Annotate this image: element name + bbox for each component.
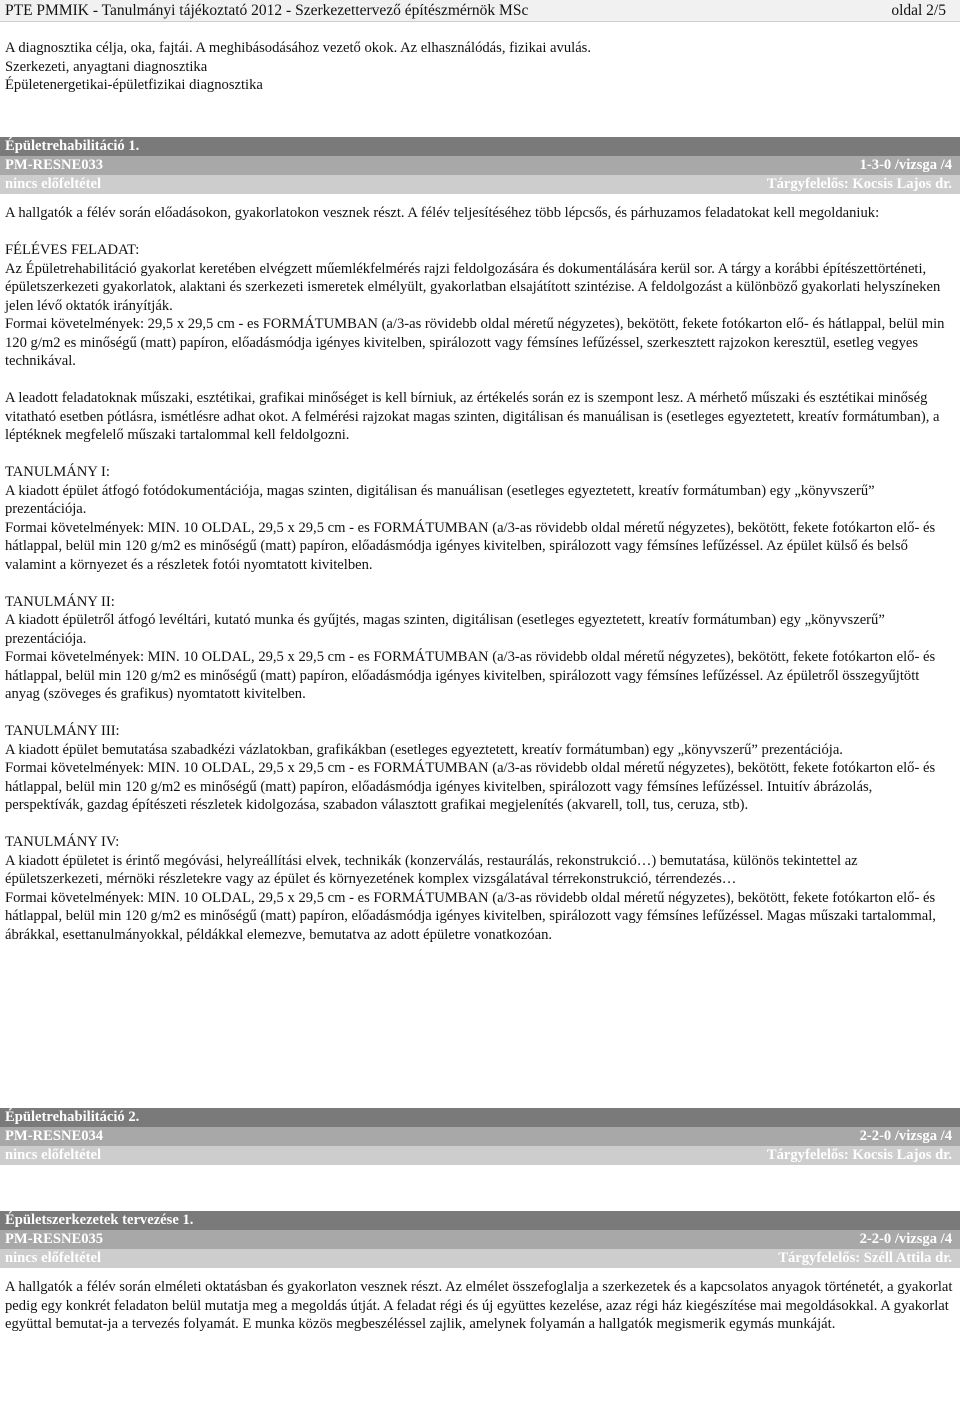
header-title: PTE PMMIK - Tanulmányi tájékoztató 2012 - Szerkezettervező építészmérnök MSc [5,2,529,19]
course-title: Épületrehabilitáció 2. [0,1108,960,1127]
intro-line: A diagnosztika célja, oka, fajtái. A meghibásodásához vezető okok. Az elhasználódás, fizikai avulás. [5,40,591,56]
course-code-row [0,1230,960,1249]
section-heading: FÉLÉVES FELADAT: [5,242,140,258]
section-heading: TANULMÁNY III: [5,723,120,739]
course-responsible: Tárgyfelelős: Kocsis Lajos dr. [766,176,952,192]
paragraph: Az Épületrehabilitáció gyakorlat keretében elvégzett műemlékfelmérés rajzi feldolgozására és dokumentálására kerül sor. A tárgy a korábbi építészettörténeti, épületszerkezeti gyakorlatok, alaktani és szerkezeti ismeretek elmélyült, gyakorlatban elsajátított szintézise. A feldolgozást a különböző gyakorlati helyszíneken jelen lévő oktatók irányítják. [5,260,941,314]
page-header [0,0,960,22]
course-header-3 [0,1211,960,1268]
course-credits: 1-3-0 /vizsga /4 [859,157,952,173]
paragraph: A hallgatók a félév során előadásokon, gyakorlatokon vesznek részt. A félév teljesítéséhez több lépcsős, és párhuzamos feladatokat kell megoldaniuk: [5,205,880,221]
course-code: PM-RESNE033 [5,157,104,173]
course-prereq: nincs előfeltétel [5,1250,102,1266]
intro-line: Épületenergetikai-épületfizikai diagnosztika [5,77,263,93]
course-header-1 [0,137,960,194]
course-code-row [0,1127,960,1146]
paragraph: A kiadott épületről átfogó levéltári, kutató munka és gyűjtés, magas szinten, digitálisan (esetleges egyeztetett, kreatív formátumban) egy „könyvszerű” prezentációja. [5,612,885,647]
intro-section [5,39,953,95]
paragraph: A hallgatók a félév során elméleti oktatásban és gyakorlaton vesznek részt. Az elmélet összefoglalja a szerkezetek és a kapcsolatos anyagok történetét, a gyakorlat pedig egy konkrét feladaton belül mutatja meg a megoldás útját. A feladat régi és új együttes kezelése, azaz régi ház kiegészítése mai megoldásokkal. A gyakorlat együttal bemutat-ja a tervezés folyamát. E munka közös megbeszéléssel zajlik, amelynek folyamán a hallgatók megismerik egymás munkáját. [5,1279,953,1332]
course-code: PM-RESNE034 [5,1128,104,1144]
course-header-2 [0,1108,960,1165]
page-number: oldal 2/5 [891,2,946,19]
paragraph: Formai követelmények: 29,5 x 29,5 cm - es FORMÁTUMBAN (a/3-as rövidebb oldal méretű négyzetes), bekötött, fekete fotókarton elő- és hátlappal, belül min 120 g/m2 es minőségű (matt) papíron, előadásmódja igényes kivitelben, spirálozott vagy fémsínes lefűzéssel, szerkesztett rajzokon keresztül, esetleg vegyes technikával. [5,316,945,369]
paragraph: A leadott feladatoknak műszaki, esztétikai, grafikai minőséget is kell bírniuk, az értékelés során ez is szempont lesz. A mérhető műszaki és esztétikai minőség vitatható esetben pótlásra, ismétlésre adhat okot. A felmérési rajzokat magas szinten, digitálisan és manuálisan is (esetleges egyeztetett, kreatív formátumban), a léptéknek megfelelő műszaki tartalommal kell feldolgozni. [5,390,940,443]
course-credits: 2-2-0 /vizsga /4 [859,1128,952,1144]
course-responsible: Tárgyfelelős: Széll Attila dr. [778,1250,952,1266]
paragraph: Formai követelmények: MIN. 10 OLDAL, 29,5 x 29,5 cm - es FORMÁTUMBAN (a/3-as rövidebb oldal méretű négyzetes), bekötött, fekete fotókarton elő- és hátlappal, belül min 120 g/m2 es minőségű (matt) papíron, előadásmódja igényes kivitelben, spirálozott vagy fémsínes lefűzéssel. Intuitív ábrázolás, perspektívák, gazdag építészeti részletek kidolgozása, szabadon választott grafikai megjelenítés (akvarell, toll, tus, ceruza, stb). [5,760,936,813]
course-3-body [5,1278,953,1334]
course-title: Épületrehabilitáció 1. [0,137,960,156]
course-prereq: nincs előfeltétel [5,1147,102,1163]
section-heading: TANULMÁNY I: [5,464,110,480]
course-prereq-row [0,1249,960,1268]
paragraph: A kiadott épületet is érintő megóvási, helyreállítási elvek, technikák (konzerválás, restaurálás, rekonstrukció…) bemutatása, különös tekintettel az épületszerkezeti, mérnöki részletekre vagy az épület és környezetének komplex vizsgálatával térrekonstrukció, térrendezés… [5,852,858,887]
course-1-body [5,204,953,944]
course-responsible: Tárgyfelelős: Kocsis Lajos dr. [766,1147,952,1163]
course-title: Épületszerkezetek tervezése 1. [0,1211,960,1230]
paragraph: A kiadott épület bemutatása szabadkézi vázlatokban, grafikákban (esetleges egyeztetett, kreatív formátumban) egy „könyvszerű” prezentációja. [5,741,843,758]
course-prereq-row [0,175,960,194]
course-code-row [0,156,960,175]
paragraph: Formai követelmények: MIN. 10 OLDAL, 29,5 x 29,5 cm - es FORMÁTUMBAN (a/3-as rövidebb oldal méretű négyzetes), bekötött, fekete fotókarton elő- és hátlappal, belül min 120 g/m2 es minőségű (matt) papíron, előadásmódja igényes kivitelben, spirálozott vagy fémsínes lefűzéssel. Magas műszaki tartalommal, ábrákkal, esettanulmányokkal, példákkal elemezve, bemutatva az adott épületre vonatkozóan. [5,889,936,943]
course-prereq-row [0,1146,960,1165]
paragraph: Formai követelmények: MIN. 10 OLDAL, 29,5 x 29,5 cm - es FORMÁTUMBAN (a/3-as rövidebb oldal méretű négyzetes), bekötött, fekete fotókarton elő- és hátlappal, belül min 120 g/m2 es minőségű (matt) papíron, előadásmódja igényes kivitelben, spirálozott vagy fémsínes lefűzéssel. Az épület külső és belső valamint a környezet és a részletek fotói nyomtatott kivitelben. [5,519,936,573]
intro-line: Szerkezeti, anyagtani diagnosztika [5,58,208,75]
paragraph: Formai követelmények: MIN. 10 OLDAL, 29,5 x 29,5 cm - es FORMÁTUMBAN (a/3-as rövidebb oldal méretű négyzetes), bekötött, fekete fotókarton elő- és hátlappal, belül min 120 g/m2 es minőségű (matt) papíron, előadásmódja igényes kivitelben, spirálozott vagy fémsínes lefűzéssel. Az épületről összegyűjtött anyag (szöveges és grafikus) nyomtatott kivitelben. [5,649,936,702]
course-credits: 2-2-0 /vizsga /4 [859,1231,952,1247]
section-heading: TANULMÁNY IV: [5,834,120,850]
paragraph: A kiadott épület átfogó fotódokumentációja, magas szinten, digitálisan és manuálisan (esetleges egyeztetett, kreatív formátumban) egy „könyvszerű” prezentációja. [5,482,875,517]
course-code: PM-RESNE035 [5,1231,104,1247]
course-prereq: nincs előfeltétel [5,176,102,192]
section-heading: TANULMÁNY II: [5,593,115,610]
